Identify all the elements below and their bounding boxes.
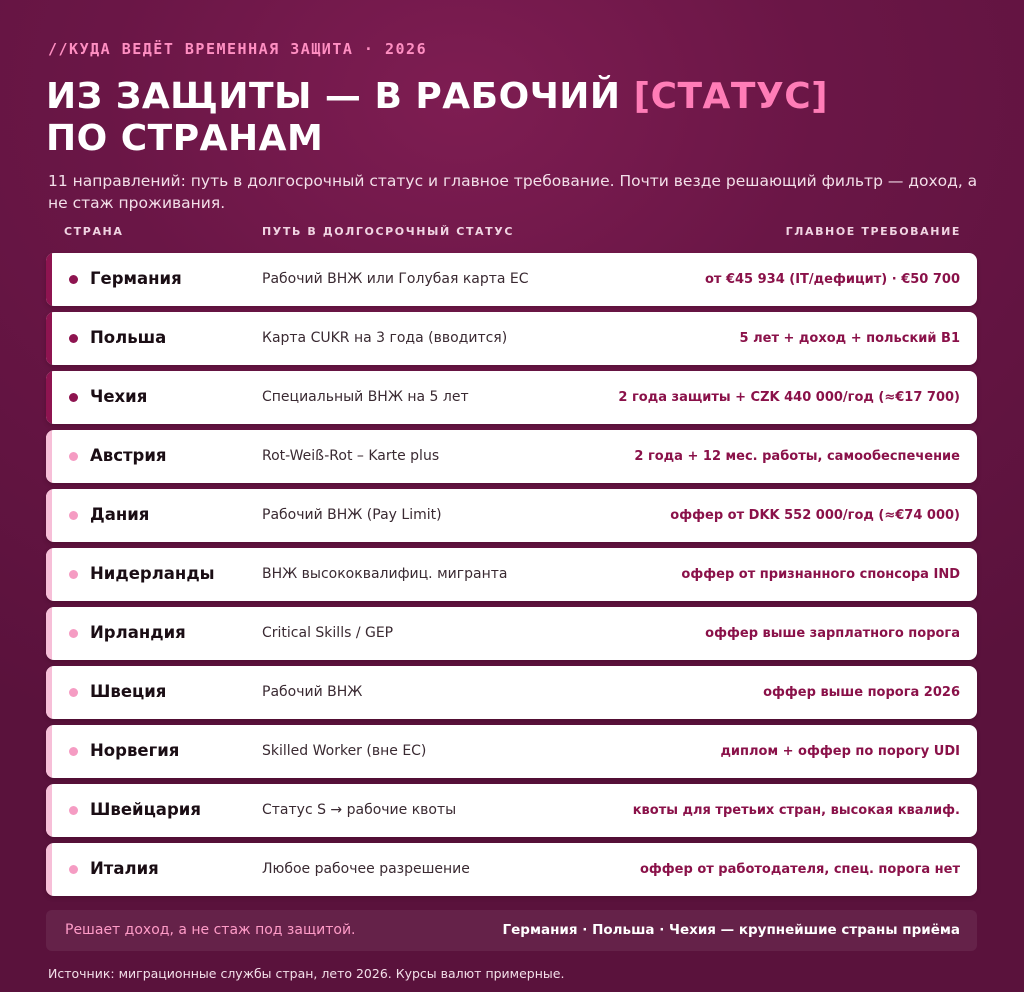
bullet-dot-icon bbox=[69, 629, 78, 638]
row-marker-bar bbox=[46, 312, 52, 365]
row-marker-bar bbox=[46, 489, 52, 542]
bullet-dot-icon bbox=[69, 747, 78, 756]
row-path: Карта CUKR на 3 года (вводится) bbox=[262, 330, 508, 346]
row-country: Норвегия bbox=[90, 741, 180, 760]
row-path: Skilled Worker (вне ЕС) bbox=[262, 743, 427, 759]
bullet-dot-icon bbox=[69, 275, 78, 284]
title-main: ИЗ ЗАЩИТЫ — В РАБОЧИЙ bbox=[46, 76, 634, 117]
row-requirement: от €45 934 (IT/дефицит) · €50 700 bbox=[704, 272, 960, 287]
row-path: Рабочий ВНЖ bbox=[262, 684, 363, 700]
bullet-dot-icon bbox=[69, 688, 78, 697]
column-headers bbox=[48, 225, 977, 241]
row-country: Германия bbox=[90, 269, 182, 288]
bullet-dot-icon bbox=[69, 806, 78, 815]
bullet-dot-icon bbox=[69, 452, 78, 461]
row-marker-bar bbox=[46, 253, 52, 306]
row-requirement: оффер от DKK 552 000/год (≈€74 000) bbox=[670, 508, 960, 523]
row-country: Ирландия bbox=[90, 623, 186, 642]
row-marker-bar bbox=[46, 430, 52, 483]
row-requirement: 2 года защиты + CZK 440 000/год (≈€17 700) bbox=[618, 390, 960, 405]
row-path: Рабочий ВНЖ (Pay Limit) bbox=[262, 507, 442, 523]
row-requirement: диплом + оффер по порогу UDI bbox=[720, 744, 960, 759]
row-path: ВНЖ высококвалифиц. мигранта bbox=[262, 566, 508, 582]
row-marker-bar bbox=[46, 843, 52, 896]
country-table bbox=[46, 253, 977, 902]
bullet-dot-icon bbox=[69, 511, 78, 520]
row-marker-bar bbox=[46, 666, 52, 719]
row-country: Италия bbox=[90, 859, 159, 878]
footer-right-text: Германия · Польша · Чехия — крупнейшие страны приёма bbox=[502, 922, 960, 938]
row-path: Статус S → рабочие квоты bbox=[262, 802, 457, 818]
row-requirement: оффер от признанного спонсора IND bbox=[681, 567, 960, 582]
row-country: Нидерланды bbox=[90, 564, 215, 583]
table-row bbox=[46, 430, 977, 483]
row-country: Польша bbox=[90, 328, 167, 347]
title-line-1 bbox=[46, 76, 828, 118]
column-header-requirement: ГЛАВНОЕ ТРЕБОВАНИЕ bbox=[785, 225, 961, 238]
footer-left-text: Решает доход, а не стаж под защитой. bbox=[65, 922, 356, 938]
row-country: Дания bbox=[90, 505, 150, 524]
row-requirement: квоты для третьих стран, высокая квалиф. bbox=[632, 803, 960, 818]
row-country: Швеция bbox=[90, 682, 167, 701]
table-row bbox=[46, 784, 977, 837]
kicker: //КУДА ВЕДЁТ ВРЕМЕННАЯ ЗАЩИТА · 2026 bbox=[48, 40, 428, 58]
row-path: Рабочий ВНЖ или Голубая карта ЕС bbox=[262, 271, 529, 287]
row-requirement: оффер выше порога 2026 bbox=[763, 685, 960, 700]
table-row bbox=[46, 312, 977, 365]
row-path: Critical Skills / GEP bbox=[262, 625, 394, 641]
title-accent: [СТАТУС] bbox=[633, 76, 829, 117]
row-marker-bar bbox=[46, 784, 52, 837]
footer-note bbox=[46, 910, 977, 951]
row-requirement: оффер от работодателя, спец. порога нет bbox=[639, 862, 960, 877]
bullet-dot-icon bbox=[69, 393, 78, 402]
row-marker-bar bbox=[46, 371, 52, 424]
row-country: Чехия bbox=[90, 387, 148, 406]
source-note: Источник: миграционные службы стран, лето 2026. Курсы валют примерные. bbox=[48, 966, 565, 981]
bullet-dot-icon bbox=[69, 570, 78, 579]
table-row bbox=[46, 253, 977, 306]
row-country: Швейцария bbox=[90, 800, 201, 819]
row-path: Rot-Weiß-Rot – Karte plus bbox=[262, 448, 440, 464]
subtitle: 11 направлений: путь в долгосрочный статус и главное требование. Почти везде решающий фильтр — доход, а не стаж проживания. bbox=[48, 172, 978, 212]
bullet-dot-icon bbox=[69, 865, 78, 874]
bullet-dot-icon bbox=[69, 334, 78, 343]
table-row bbox=[46, 843, 977, 896]
row-marker-bar bbox=[46, 548, 52, 601]
column-header-country: СТРАНА bbox=[64, 225, 124, 238]
row-requirement: 5 лет + доход + польский B1 bbox=[739, 331, 960, 346]
column-header-path: ПУТЬ В ДОЛГОСРОЧНЫЙ СТАТУС bbox=[262, 225, 515, 238]
row-country: Австрия bbox=[90, 446, 167, 465]
row-marker-bar bbox=[46, 725, 52, 778]
title-line-2: ПО СТРАНАМ bbox=[46, 118, 324, 159]
row-path: Любое рабочее разрешение bbox=[262, 861, 470, 877]
page-title bbox=[46, 76, 828, 160]
row-requirement: 2 года + 12 мес. работы, самообеспечение bbox=[634, 449, 960, 464]
table-row bbox=[46, 489, 977, 542]
row-marker-bar bbox=[46, 607, 52, 660]
table-row bbox=[46, 607, 977, 660]
row-path: Специальный ВНЖ на 5 лет bbox=[262, 389, 469, 405]
row-requirement: оффер выше зарплатного порога bbox=[705, 626, 960, 641]
table-row bbox=[46, 725, 977, 778]
table-row bbox=[46, 666, 977, 719]
table-row bbox=[46, 548, 977, 601]
table-row bbox=[46, 371, 977, 424]
